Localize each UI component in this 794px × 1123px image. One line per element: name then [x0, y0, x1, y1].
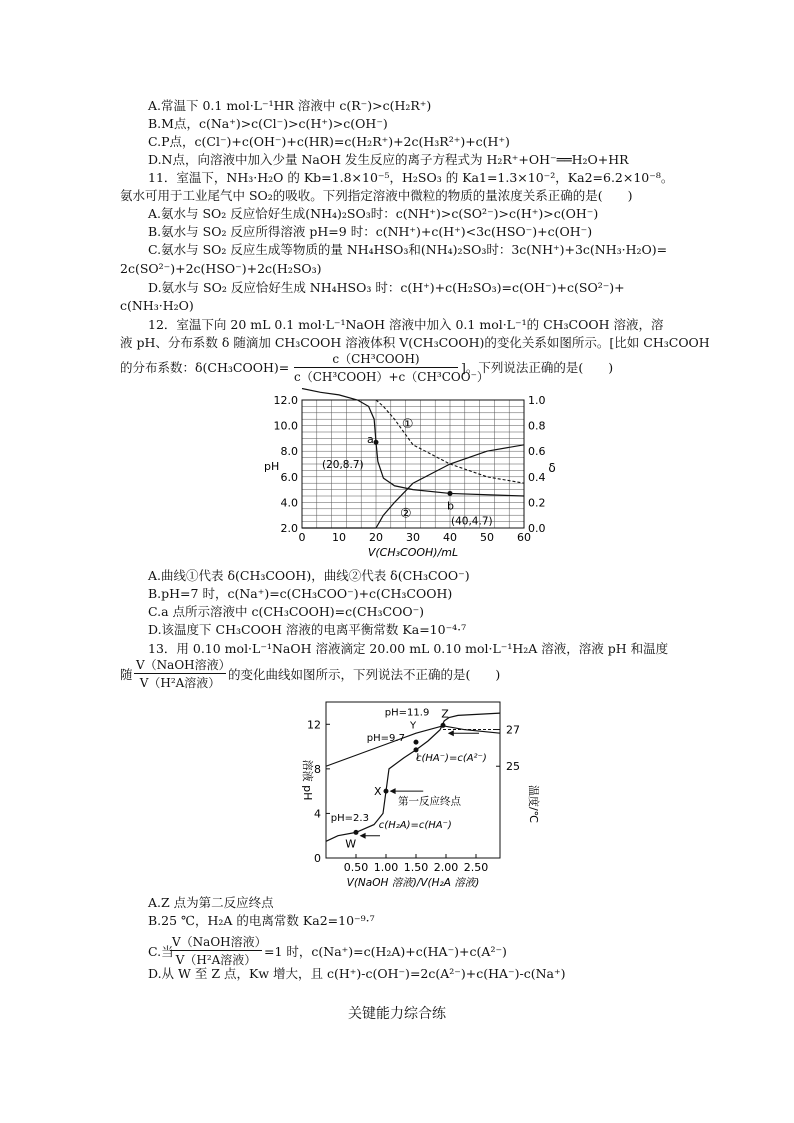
y-tick-label: 0 — [314, 852, 321, 865]
point-w-label: W — [345, 837, 357, 851]
y2-tick-label: 0.4 — [528, 470, 546, 484]
y2-axis-label: 温度/℃ — [527, 784, 540, 824]
question-12-stem: 12．室温下向 20 mL 0.1 mol·L⁻¹NaOH 溶液中加入 0.1 mol·L⁻¹的 CH₃COOH 溶液，溶 — [148, 317, 664, 332]
volume-ratio-fraction — [134, 656, 231, 691]
y2-tick-label: 25 — [506, 760, 520, 774]
point-b-label: b — [447, 499, 454, 513]
point-z-label: Z — [441, 707, 449, 721]
eq-h2a-label: c(H₂A)=c(HA⁻) — [378, 819, 452, 831]
delta-fraction — [294, 350, 489, 385]
y2-tick-label: 0.8 — [528, 419, 546, 433]
option-13c-den: V（H²A溶液） — [175, 953, 257, 967]
delta-fraction-num: c（CH³COOH) — [294, 350, 458, 368]
section-footer: 关键能力综合练 — [348, 1006, 446, 1022]
x-tick-label: 50 — [480, 531, 494, 544]
question-12-stem-3: 的分布系数：δ(CH₃COOH)= — [120, 360, 290, 375]
option-11d-cont: c(NH₃·H₂O) — [120, 298, 194, 313]
y2-axis-label: δ — [548, 461, 556, 475]
x-tick-label: 30 — [406, 531, 420, 544]
question-11-stem-2: 氨水可用于工业尾气中 SO₂的吸收。下列指定溶液中微粒的物质的量浓度关系正确的是( ) — [120, 188, 633, 203]
option-13d: D.从 W 至 Z 点，Kw 增大，且 c(H⁺)-c(OH⁻)=2c(A²⁻)+c(HA⁻)-c(Na⁺) — [148, 966, 566, 981]
option-12d: D.该温度下 CH₃COOH 溶液的电离平衡常数 Ka=10⁻⁴·⁷ — [148, 622, 467, 637]
option-10d: D.N点，向溶液中加入少量 NaOH 发生反应的离子方程式为 H₂R⁺+OH⁻══H₂O+HR — [148, 152, 629, 167]
y-axis-label: pH — [264, 460, 280, 473]
eq-ha-label: c(HA⁻)=c(A²⁻) — [416, 753, 487, 765]
curve-2-label: ② — [400, 506, 412, 522]
arrow-w-head — [360, 833, 366, 839]
y2-tick-label: 1.0 — [528, 394, 546, 407]
option-10c: C.P点，c(Cl⁻)+c(OH⁻)+c(HR)=c(H₂R⁺)+2c(H₃R²⁺)+c(H⁺) — [148, 134, 510, 149]
point-y — [414, 740, 419, 745]
option-13c-fraction — [170, 933, 267, 968]
chart-12 — [250, 388, 570, 560]
x-axis-label: V(NaOH 溶液)/V(H₂A 溶液) — [346, 877, 480, 889]
ph-curve — [302, 388, 524, 496]
y-tick-label: 4 — [314, 807, 321, 821]
x-tick-label: 2.00 — [433, 861, 459, 874]
point-w — [354, 830, 359, 835]
ph119-label: pH=11.9 — [384, 707, 430, 719]
question-13-stem-3: 的变化曲线如图所示，下列说法不正确的是( ) — [228, 667, 501, 682]
y2-tick-label: 0.6 — [528, 445, 546, 459]
y2-tick-label: 0.2 — [528, 496, 546, 510]
option-10b: B.M点，c(Na⁺)>c(Cl⁻)>c(H⁺)>c(OH⁻) — [148, 116, 388, 131]
y-tick-label: 2.0 — [280, 522, 298, 535]
volume-ratio-den: V（H²A溶液） — [139, 676, 221, 690]
y-tick-label: 4.0 — [280, 496, 298, 510]
y-tick-label: 8.0 — [280, 445, 298, 459]
x-tick-label: 1.00 — [373, 861, 399, 874]
option-11d: D.氨水与 SO₂ 反应恰好生成 NH₄HSO₃ 时：c(H⁺)+c(H₂SO₃)=c(OH⁻)+c(SO²⁻)+ — [148, 280, 625, 295]
x-tick-label: 10 — [332, 531, 346, 544]
point-ph97 — [414, 747, 419, 752]
point-x — [384, 789, 389, 794]
point-a — [374, 440, 379, 445]
point-a-coord: (20,8.7) — [322, 459, 364, 472]
option-10a: A.常温下 0.1 mol·L⁻¹HR 溶液中 c(R⁻)>c(H₂R⁺) — [148, 98, 432, 113]
question-13-stem: 13．用 0.10 mol·L⁻¹NaOH 溶液滴定 20.00 mL 0.10 mol·L⁻¹H₂A 溶液，溶液 pH 和温度 — [148, 641, 669, 656]
point-b — [448, 491, 453, 496]
x-axis-label: V(CH₃COOH)/mL — [367, 546, 459, 559]
y-tick-label: 6.0 — [280, 470, 298, 484]
curve-1-label: ① — [401, 417, 414, 433]
option-12a: A.曲线①代表 δ(CH₃COOH)，曲线②代表 δ(CH₃COO⁻) — [148, 568, 470, 583]
arrow-x-head — [390, 788, 396, 794]
option-11b: B.氨水与 SO₂ 反应所得溶液 pH=9 时：c(NH⁺)+c(H⁺)<3c(HSO⁻)+c(OH⁻) — [148, 224, 593, 239]
question-12-stem-4: ]。下列说法正确的是( ) — [461, 360, 614, 375]
option-13c: C.当 — [148, 944, 174, 959]
x-tick-label: 60 — [517, 531, 531, 544]
volume-ratio-num: V（NaOH溶液） — [136, 658, 231, 672]
y-tick-label: 12.0 — [273, 394, 298, 407]
option-12c: C.a 点所示溶液中 c(CH₃COOH)=c(CH₃COO⁻) — [148, 604, 425, 619]
x-tick-label: 1.50 — [403, 861, 429, 874]
option-13a: A.Z 点为第二反应终点 — [148, 895, 274, 910]
x-tick-label: 0 — [298, 531, 306, 544]
ph23-label: pH=2.3 — [330, 813, 369, 825]
option-11c-cont: 2c(SO²⁻)+2c(HSO⁻)+2c(H₂SO₃) — [120, 261, 322, 276]
first-endpoint-label: 第一反应终点 — [398, 795, 461, 808]
point-b-coord: (40,4.7) — [451, 515, 493, 528]
question-13-stem-2: 随 — [120, 667, 133, 682]
y2-tick-label: 27 — [506, 723, 520, 737]
ph97-label: pH=9.7 — [366, 733, 405, 744]
point-a-label: a — [367, 433, 374, 447]
arrow-z-head — [448, 730, 454, 736]
option-12b: B.pH=7 时，c(Na⁺)=c(CH₃COO⁻)+c(CH₃COOH) — [148, 586, 453, 601]
y2-tick-label: 0.0 — [528, 522, 546, 535]
y-tick-label: 12 — [307, 718, 321, 732]
x-tick-label: 0.50 — [343, 861, 369, 874]
x-tick-label: 20 — [369, 531, 383, 544]
option-13c-cont: =1 时，c(Na⁺)=c(H₂A)+c(HA⁻)+c(A²⁻) — [264, 944, 507, 959]
x-tick-label: 40 — [443, 531, 457, 544]
point-z — [441, 723, 446, 728]
option-13b: B.25 ℃，H₂A 的电离常数 Ka2=10⁻⁹·⁷ — [148, 913, 375, 928]
question-12-stem-2: 液 pH、分布系数 δ 随滴加 CH₃COOH 溶液体积 V(CH₃COOH)的变化关系如图所示。[比如 CH₃COOH — [120, 335, 710, 350]
y-tick-label: 8 — [314, 762, 321, 776]
option-11a: A.氨水与 SO₂ 反应恰好生成(NH₄)₂SO₃时：c(NH⁺)>c(SO²⁻)>c(H⁺)>c(OH⁻) — [148, 206, 599, 221]
y-axis-label: 溶液 pH — [301, 759, 314, 801]
point-y-label: Y — [410, 720, 417, 732]
option-13c-num: V（NaOH溶液） — [172, 935, 267, 949]
point-x-label: X — [374, 785, 382, 799]
option-11c: C.氨水与 SO₂ 反应生成等物质的量 NH₄HSO₃和(NH₄)₂SO₃时：3c(NH⁺)+3c(NH₃·H₂O)= — [148, 242, 668, 257]
y-tick-label: 10.0 — [273, 419, 298, 433]
x-tick-label: 2.50 — [463, 861, 489, 874]
chart-13 — [290, 694, 540, 890]
delta-fraction-den: c（CH³COOH）+c（CH³COO⁻） — [294, 370, 489, 384]
question-11-stem: 11．室温下，NH₃·H₂O 的 Kb=1.8×10⁻⁵，H₂SO₃ 的 Ka1=1.3×10⁻²，Ka2=6.2×10⁻⁸。 — [148, 170, 674, 185]
